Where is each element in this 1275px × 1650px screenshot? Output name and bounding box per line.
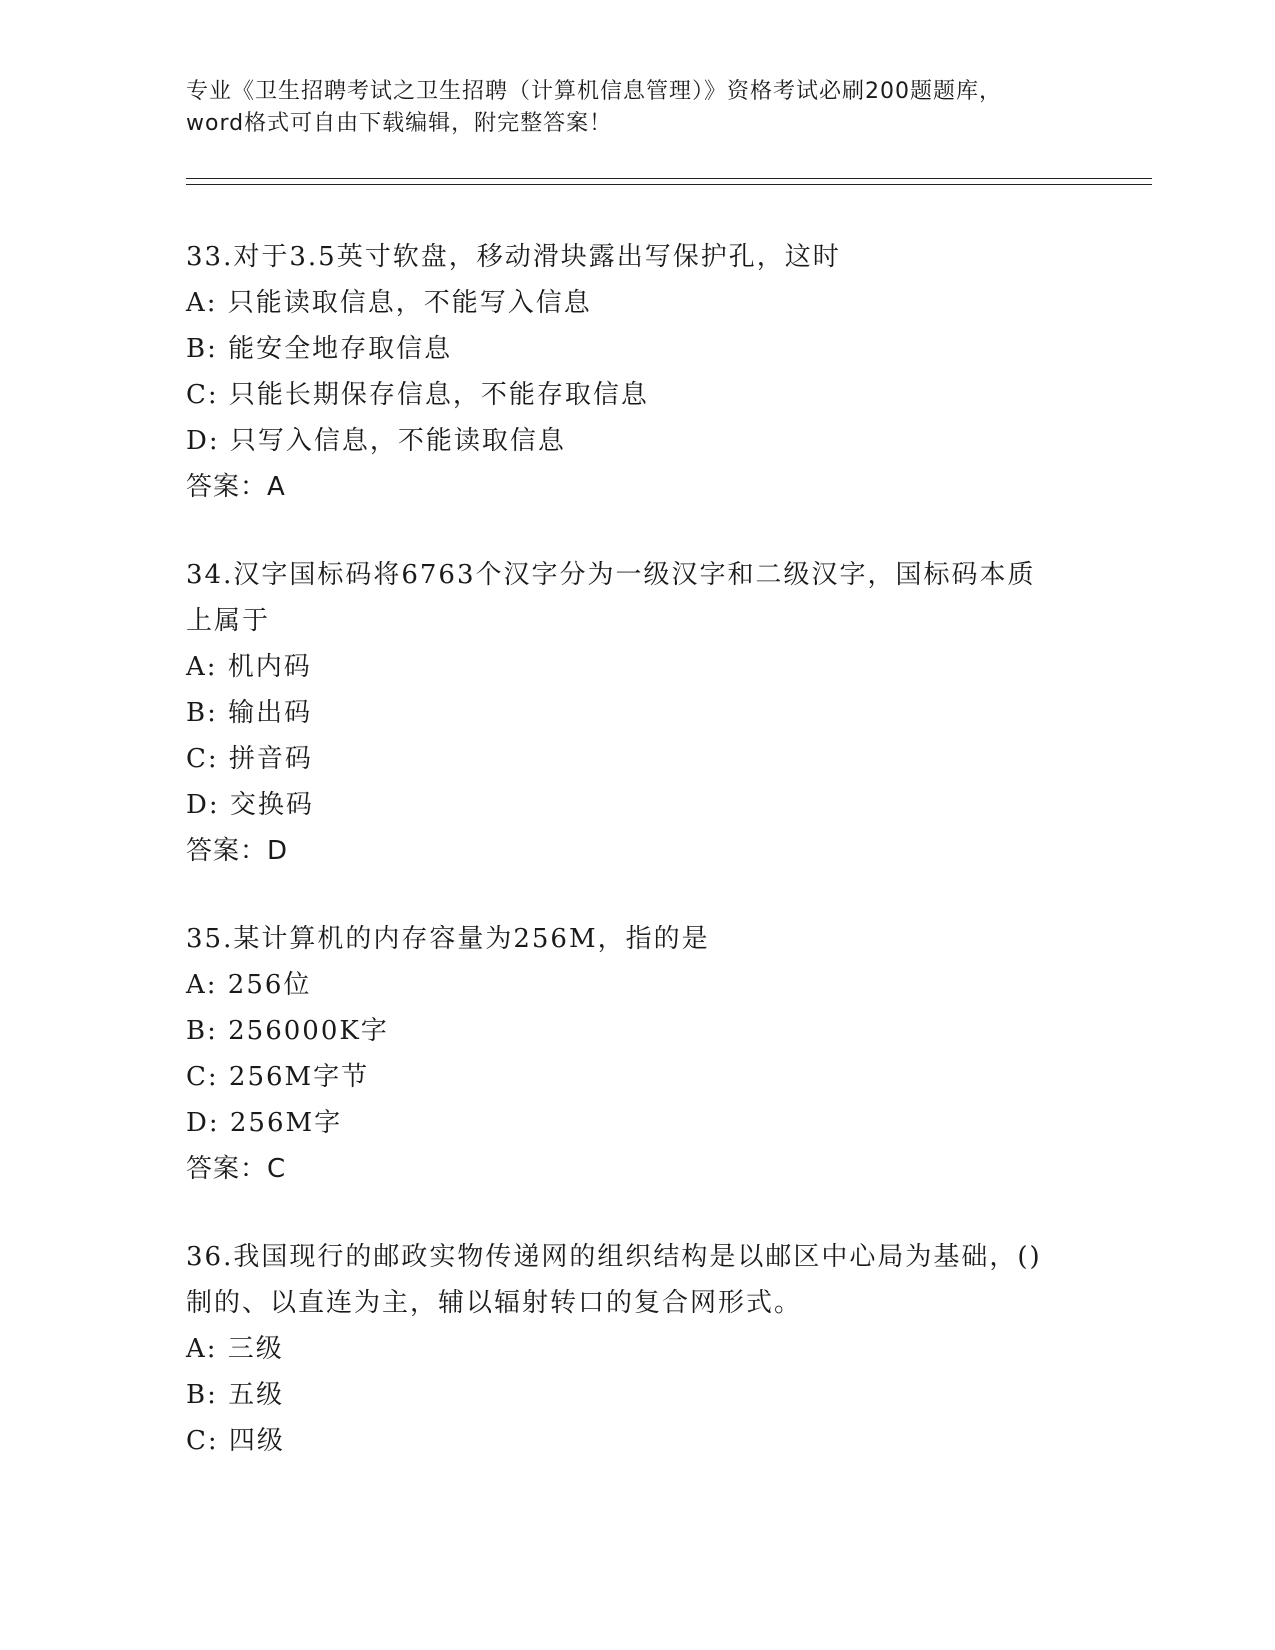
option-c: C: 四级: [186, 1426, 285, 1456]
option-c: C: 只能长期保存信息，不能存取信息: [186, 380, 649, 410]
header-line-2: word格式可自由下载编辑，附完整答案！: [186, 111, 613, 136]
document-header: [186, 76, 1086, 140]
option-a: A: 机内码: [186, 652, 312, 682]
option-d: D: 交换码: [186, 790, 314, 820]
question-stem: 36.我国现行的邮政实物传递网的组织结构是以邮区中心局为基础，(): [186, 1242, 1042, 1272]
option-b: B: 输出码: [186, 698, 313, 728]
option-c: C: 256M字节: [186, 1062, 370, 1092]
question-stem: 34.汉字国标码将6763个汉字分为一级汉字和二级汉字，国标码本质: [186, 560, 1036, 590]
question-stem-continued: 上属于: [186, 606, 271, 636]
question-stem-continued: 制的、以直连为主，辅以辐射转口的复合网形式。: [186, 1288, 803, 1318]
question-stem: 33.对于3.5英寸软盘，移动滑块露出写保护孔，这时: [186, 242, 841, 272]
option-d: D: 256M字: [186, 1108, 343, 1138]
question-list: [186, 234, 1086, 1506]
option-b: B: 五级: [186, 1380, 285, 1410]
answer-line: 答案：A: [186, 472, 286, 502]
answer-line: 答案：D: [186, 836, 289, 866]
question-stem: 35.某计算机的内存容量为256M，指的是: [186, 924, 710, 954]
option-d: D: 只写入信息，不能读取信息: [186, 426, 566, 456]
header-line-1: 专业《卫生招聘考试之卫生招聘（计算机信息管理）》资格考试必刷200题题库，: [186, 79, 1002, 104]
header-divider-top: [186, 178, 1152, 179]
option-b: B: 能安全地存取信息: [186, 334, 453, 364]
option-b: B: 256000K字: [186, 1016, 389, 1046]
header-divider-bottom: [186, 184, 1152, 185]
question-35: [186, 916, 1086, 1192]
question-33: [186, 234, 1086, 510]
question-36: [186, 1234, 1086, 1464]
option-a: A: 三级: [186, 1334, 284, 1364]
answer-line: 答案：C: [186, 1154, 287, 1184]
option-a: A: 只能读取信息，不能写入信息: [186, 288, 592, 318]
question-34: [186, 552, 1086, 874]
option-a: A: 256位: [186, 970, 312, 1000]
option-c: C: 拼音码: [186, 744, 313, 774]
